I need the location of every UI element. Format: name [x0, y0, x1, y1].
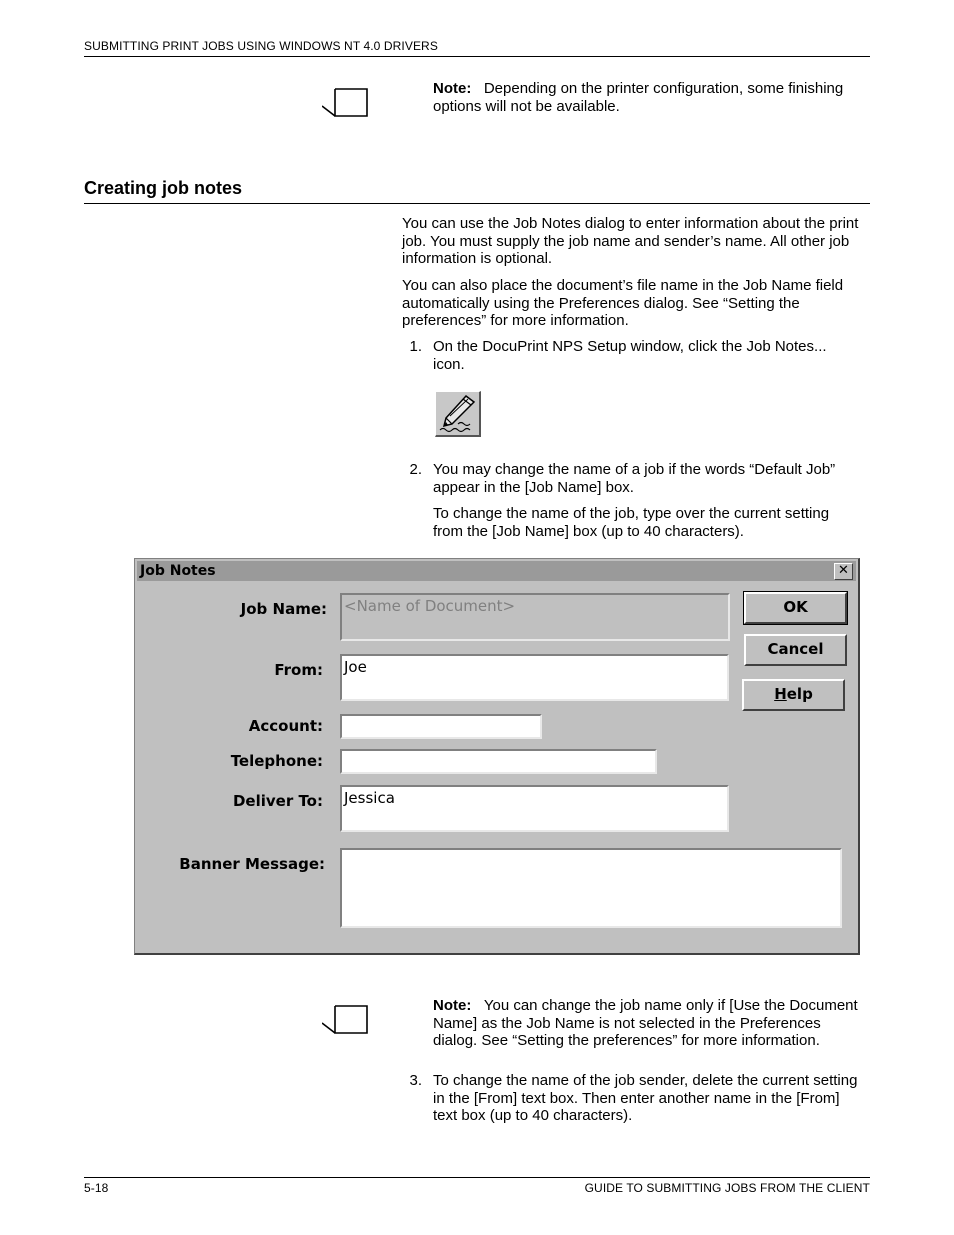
footer-title: GUIDE TO SUBMITTING JOBS FROM THE CLIENT — [584, 1181, 870, 1195]
ok-button[interactable]: OK — [744, 592, 847, 624]
page-number: 5-18 — [84, 1181, 109, 1195]
paragraph-2 — [402, 277, 872, 330]
running-header: SUBMITTING PRINT JOBS USING WINDOWS NT 4.0 DRIVERS — [84, 39, 438, 53]
telephone-field[interactable] — [340, 749, 657, 774]
text-line: icon. — [433, 355, 465, 373]
dialog-titlebar[interactable] — [137, 561, 856, 581]
note-1 — [433, 80, 873, 115]
account-field[interactable] — [340, 714, 542, 739]
note-text: Name] as the Job Name is not selected in the Preferences — [433, 1014, 821, 1032]
footer-rule — [84, 1177, 870, 1178]
header-rule — [84, 56, 870, 57]
text-line: On the DocuPrint NPS Setup window, click the Job Notes... — [433, 338, 827, 355]
telephone-label: Telephone: — [230, 752, 323, 770]
job-name-label: Job Name: — [240, 600, 327, 618]
from-field[interactable]: Joe — [340, 654, 729, 701]
note-text: options will not be available. — [433, 97, 620, 115]
step-2-text — [433, 461, 873, 496]
note-label: Note: — [433, 80, 472, 97]
step-2-subtext — [433, 505, 873, 540]
help-label: elp — [786, 685, 813, 703]
text-line: text box (up to 40 characters). — [433, 1107, 633, 1124]
job-notes-dialog — [134, 558, 860, 955]
note-text: Depending on the printer configuration, some finishing — [483, 80, 844, 97]
help-button[interactable] — [742, 679, 845, 711]
help-accelerator: H — [774, 685, 787, 703]
step-1-text — [433, 338, 873, 373]
note-icon — [322, 88, 368, 118]
text-line: automatically using the Preferences dialog. See “Setting the — [402, 294, 800, 312]
note-text: dialog. See “Setting the preferences” for more information. — [433, 1032, 820, 1049]
section-rule — [84, 203, 870, 204]
cancel-button[interactable]: Cancel — [744, 634, 847, 666]
step-number: 2. — [409, 461, 422, 478]
step-3-text — [433, 1072, 873, 1125]
text-line: You can also place the document’s file name in the Job Name field — [402, 277, 844, 294]
deliver-to-field[interactable]: Jessica — [340, 785, 729, 832]
text-line: You can use the Job Notes dialog to enter information about the print — [402, 215, 859, 232]
job-notes-pencil-icon[interactable] — [435, 391, 481, 437]
job-name-field[interactable]: <Name of Document> — [340, 593, 730, 641]
section-title: Creating job notes — [84, 178, 243, 198]
banner-message-label: Banner Message: — [179, 855, 325, 873]
text-line: To change the name of the job, type over the current setting — [433, 505, 830, 522]
text-line: from the [Job Name] box (up to 40 characters). — [433, 522, 744, 540]
deliver-to-label: Deliver To: — [232, 792, 323, 810]
banner-message-field[interactable] — [340, 848, 842, 928]
account-label: Account: — [248, 717, 323, 735]
close-icon[interactable]: ✕ — [834, 563, 853, 580]
note-icon — [322, 1005, 368, 1035]
text-line: To change the name of the job sender, delete the current setting — [433, 1072, 858, 1089]
dialog-title: Job Notes — [140, 563, 216, 579]
text-line: information is optional. — [402, 250, 553, 267]
text-line: preferences” for more information. — [402, 312, 629, 329]
text-line: job. You must supply the job name and sender’s name. All other job — [402, 232, 850, 250]
text-line: in the [From] text box. Then enter another name in the [From] — [433, 1089, 840, 1107]
from-label: From: — [274, 661, 323, 679]
text-line: You may change the name of a job if the words “Default Job” — [433, 461, 836, 478]
step-number: 3. — [409, 1072, 422, 1089]
text-line: appear in the [Job Name] box. — [433, 478, 634, 496]
note-2 — [433, 997, 873, 1050]
note-text: You can change the job name only if [Use the Document — [483, 997, 858, 1014]
paragraph-1 — [402, 215, 872, 268]
note-label: Note: — [433, 997, 472, 1014]
step-number: 1. — [409, 338, 422, 355]
